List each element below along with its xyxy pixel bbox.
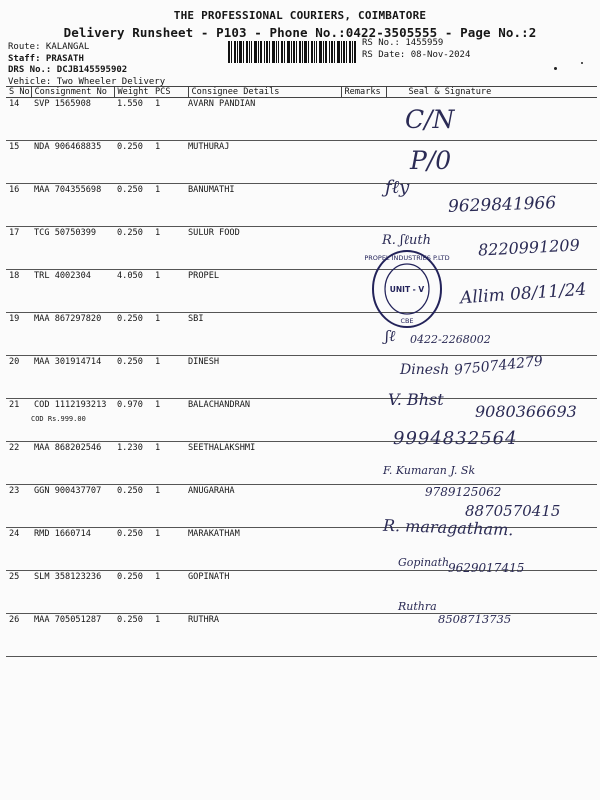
cell-sno-text: 15	[9, 142, 20, 152]
cell-sno	[6, 614, 31, 657]
cell-consignee	[188, 485, 341, 528]
cell-consignee-text: MARAKATHAM	[188, 529, 240, 539]
rs-number: RS No.: 1455959	[362, 38, 444, 48]
table-row	[6, 141, 597, 184]
signature-row-20: Dinesh	[400, 362, 450, 378]
cell-consignee-text: SULUR FOOD	[188, 228, 240, 238]
phone-row-25: 9629017415	[448, 561, 525, 575]
drs-number: DCJB145595902	[56, 65, 128, 76]
cell-remarks	[341, 399, 386, 442]
cell-pcs-text: 1	[155, 357, 161, 367]
cell-consignment-text: NDA 906468835	[34, 142, 102, 152]
cell-pcs	[152, 485, 188, 528]
barcode-image	[228, 41, 356, 63]
phone-row-16: 9629841966	[447, 193, 557, 217]
cell-consignment	[31, 98, 114, 141]
cell-sno-text: 17	[9, 228, 20, 238]
cell-pcs	[152, 528, 188, 571]
cell-sno	[6, 141, 31, 184]
signature-row-24: R. maragatham.	[382, 515, 514, 540]
table-row	[6, 313, 597, 356]
cell-consignment-text: MAA 704355698	[34, 185, 102, 195]
cell-pcs	[152, 227, 188, 270]
phone-row-23: 9789125062	[425, 485, 502, 499]
cell-consignment	[31, 528, 114, 571]
phone-row-21: 9080366693	[475, 402, 577, 421]
staff-label: Staff: PRASATH	[8, 53, 84, 64]
signature-row-15: P/0	[410, 146, 452, 175]
col-weight: Weight	[114, 87, 152, 98]
cell-remarks	[341, 98, 386, 141]
cell-consignee	[188, 184, 341, 227]
cell-pcs-text: 1	[155, 615, 161, 625]
cell-weight-text: 1.550	[117, 99, 143, 109]
cell-consignment-text: GGN 900437707	[34, 486, 102, 496]
cell-consignee	[188, 399, 341, 442]
cell-pcs	[152, 98, 188, 141]
cell-pcs	[152, 141, 188, 184]
phone-row-26: 8508713735	[438, 612, 512, 626]
cell-pcs-text: 1	[155, 486, 161, 496]
cell-remarks	[341, 614, 386, 657]
cell-pcs	[152, 571, 188, 614]
phone-row-20: 9750744279	[453, 353, 544, 379]
cell-remarks	[341, 528, 386, 571]
cell-weight-text: 0.250	[117, 615, 143, 625]
cell-consignment	[31, 442, 114, 485]
col-consignment: Consignment No	[31, 87, 114, 98]
cell-consignee-text: DINESH	[188, 357, 220, 367]
cell-pcs-text: 1	[155, 185, 161, 195]
cell-consignment	[31, 141, 114, 184]
cell-consignee	[188, 227, 341, 270]
signature-row-17: R. ʃℓuth	[382, 233, 431, 248]
cell-pcs	[152, 399, 188, 442]
cell-consignee-text: GOPINATH	[188, 572, 230, 582]
cell-consignee-text: ANUGARAHA	[188, 486, 235, 496]
cell-consignment-text: SVP 1565908	[34, 99, 91, 109]
cell-pcs-text: 1	[155, 271, 161, 281]
cell-weight-text: 0.970	[117, 400, 143, 410]
phone-row-19: 0422-2268002	[410, 333, 491, 346]
stamp-unit: UNIT - V	[389, 285, 425, 294]
phone-row-24: 8870570415	[465, 502, 561, 520]
cell-consignee	[188, 614, 341, 657]
cell-consignee	[188, 313, 341, 356]
cell-sno-text: 16	[9, 185, 20, 195]
cell-consignment	[31, 614, 114, 657]
cell-weight-text: 0.250	[117, 572, 143, 582]
cell-consignee	[188, 356, 341, 399]
cell-consignment-text: SLM 358123236	[34, 572, 102, 582]
cell-consignment	[31, 399, 114, 442]
cell-consignee	[188, 571, 341, 614]
table-row	[6, 98, 597, 141]
cell-pcs-text: 1	[155, 228, 161, 238]
cod-amount-note: COD Rs.999.00	[31, 415, 86, 423]
cell-remarks	[341, 184, 386, 227]
cell-weight-text: 1.230	[117, 443, 143, 453]
phone-row-17: 8220991209	[477, 235, 581, 260]
cell-sno-text: 25	[9, 572, 20, 582]
cell-weight	[114, 485, 152, 528]
separator: -	[246, 25, 270, 40]
cell-consignee	[188, 98, 341, 141]
col-consignee: Consignee Details	[188, 87, 341, 98]
cell-pcs	[152, 442, 188, 485]
cell-sno-text: 21	[9, 400, 20, 410]
drs-label: DRS No.:	[8, 65, 57, 76]
cell-sno-text: 18	[9, 271, 20, 281]
cell-pcs	[152, 614, 188, 657]
cell-sno	[6, 442, 31, 485]
cell-weight	[114, 442, 152, 485]
runsheet-label: Delivery Runsheet - P103	[63, 25, 247, 40]
cell-consignee-text: MUTHURAJ	[188, 142, 230, 152]
cell-weight	[114, 98, 152, 141]
page-number: Page No.:2	[460, 25, 537, 40]
cell-weight	[114, 528, 152, 571]
cell-weight	[114, 141, 152, 184]
cell-consignment	[31, 571, 114, 614]
stamp-company: PROPEL INDUSTRIES P.LTD	[364, 254, 450, 262]
cell-sno	[6, 184, 31, 227]
cell-remarks	[341, 356, 386, 399]
cell-sno-text: 20	[9, 357, 20, 367]
cell-remarks	[341, 571, 386, 614]
runsheet-subtitle	[0, 25, 600, 40]
cell-weight	[114, 313, 152, 356]
signature-row-21: V. Bhst	[388, 390, 444, 409]
cell-weight	[114, 227, 152, 270]
cell-sno	[6, 571, 31, 614]
table-row	[6, 571, 597, 614]
signature-row-18: Allim 08/11/24	[459, 279, 588, 309]
cell-consignee-text: SBI	[188, 314, 204, 324]
cell-weight-text: 4.050	[117, 271, 143, 281]
cell-consignee-text: RUTHRA	[188, 615, 220, 625]
cell-weight	[114, 356, 152, 399]
cell-consignee	[188, 442, 341, 485]
cell-weight-text: 0.250	[117, 314, 143, 324]
cell-sno	[6, 528, 31, 571]
table-header-row	[6, 87, 597, 98]
cell-remarks	[341, 141, 386, 184]
cell-weight-text: 0.250	[117, 142, 143, 152]
cell-consignment-text: TCG 50750399	[34, 228, 97, 238]
cell-consignee	[188, 270, 341, 313]
cell-weight	[114, 571, 152, 614]
ink-speck	[554, 67, 557, 70]
cell-weight	[114, 399, 152, 442]
cell-pcs-text: 1	[155, 142, 161, 152]
rs-date: RS Date: 08-Nov-2024	[362, 49, 471, 60]
cell-pcs-text: 1	[155, 572, 161, 582]
cell-remarks	[341, 485, 386, 528]
cell-weight-text: 0.250	[117, 357, 143, 367]
cell-consignment-text: COD 1112193213	[34, 400, 107, 410]
rs-info	[362, 38, 470, 61]
cell-sno	[6, 98, 31, 141]
cell-consignment-text: MAA 301914714	[34, 357, 102, 367]
col-remarks: Remarks	[341, 87, 386, 98]
cell-consignment-text: TRL 4002304	[34, 271, 91, 281]
route-label: Route: KALANGAL	[8, 42, 90, 52]
cell-consignment	[31, 356, 114, 399]
col-pcs: PCS	[152, 87, 188, 98]
cell-consignee-text: AVARN PANDIAN	[188, 99, 256, 109]
cell-consignment-text: MAA 705051287	[34, 615, 102, 625]
cell-consignee-text: PROPEL	[188, 271, 220, 281]
col-sno: S No	[6, 87, 31, 98]
cell-consignee-text: BALACHANDRAN	[188, 400, 251, 410]
cell-sno	[6, 270, 31, 313]
cell-consignment	[31, 227, 114, 270]
cell-consignee-text: SEETHALAKSHMI	[188, 443, 256, 453]
phone-number: Phone No.:0422-3505555	[269, 25, 438, 40]
cell-consignment	[31, 313, 114, 356]
cell-sno	[6, 356, 31, 399]
cell-consignment	[31, 184, 114, 227]
cell-pcs-text: 1	[155, 443, 161, 453]
stamp-place: CBE	[400, 317, 414, 325]
cell-sno	[6, 313, 31, 356]
cell-sno-text: 24	[9, 529, 20, 539]
cell-remarks	[341, 442, 386, 485]
runsheet-meta	[8, 42, 165, 88]
signature-row-25: Gopinath	[398, 556, 450, 569]
cell-sno-text: 26	[9, 615, 20, 625]
cell-sno	[6, 399, 31, 442]
cell-sno-text: 22	[9, 443, 20, 453]
cell-pcs	[152, 313, 188, 356]
cell-weight	[114, 270, 152, 313]
cell-weight-text: 0.250	[117, 228, 143, 238]
cell-consignee-text: BANUMATHI	[188, 185, 235, 195]
cell-consignee	[188, 141, 341, 184]
cell-weight-text: 0.250	[117, 529, 143, 539]
cell-consignment-text: RMD 1660714	[34, 529, 91, 539]
company-title: THE PROFESSIONAL COURIERS, COIMBATORE	[173, 9, 427, 22]
vehicle-label: Vehicle: Two Wheeler Delivery	[8, 76, 166, 87]
cell-weight-text: 0.250	[117, 486, 143, 496]
separator: -	[437, 25, 461, 40]
cell-weight	[114, 184, 152, 227]
cell-pcs	[152, 270, 188, 313]
cell-weight	[114, 614, 152, 657]
cell-sno	[6, 485, 31, 528]
cell-consignment	[31, 270, 114, 313]
cell-sno-text: 23	[9, 486, 20, 496]
cell-pcs	[152, 356, 188, 399]
cell-sno-text: 19	[9, 314, 20, 324]
cell-sno	[6, 227, 31, 270]
signature-row-16: ƒℓy	[385, 177, 410, 198]
cell-pcs	[152, 184, 188, 227]
signature-row-26: Ruthra	[398, 600, 437, 613]
company-seal-stamp	[364, 248, 450, 330]
cell-consignment	[31, 485, 114, 528]
cell-consignee	[188, 528, 341, 571]
cell-pcs-text: 1	[155, 99, 161, 109]
cell-weight-text: 0.250	[117, 185, 143, 195]
cell-pcs-text: 1	[155, 314, 161, 324]
cell-consignment-text: MAA 868202546	[34, 443, 102, 453]
phone-row-22: 9994832564	[393, 428, 518, 449]
cell-pcs-text: 1	[155, 400, 161, 410]
initial-row-19: ʃℓ	[385, 327, 396, 345]
cell-sno-text: 14	[9, 99, 20, 109]
ink-speck	[581, 62, 583, 64]
signature-row-14: C/N	[405, 105, 455, 134]
cell-consignment-text: MAA 867297820	[34, 314, 102, 324]
col-seal-signature: Seal & Signature	[386, 87, 597, 98]
cell-pcs-text: 1	[155, 529, 161, 539]
signature-row-23: F. Kumaran J. Sk	[383, 464, 476, 477]
